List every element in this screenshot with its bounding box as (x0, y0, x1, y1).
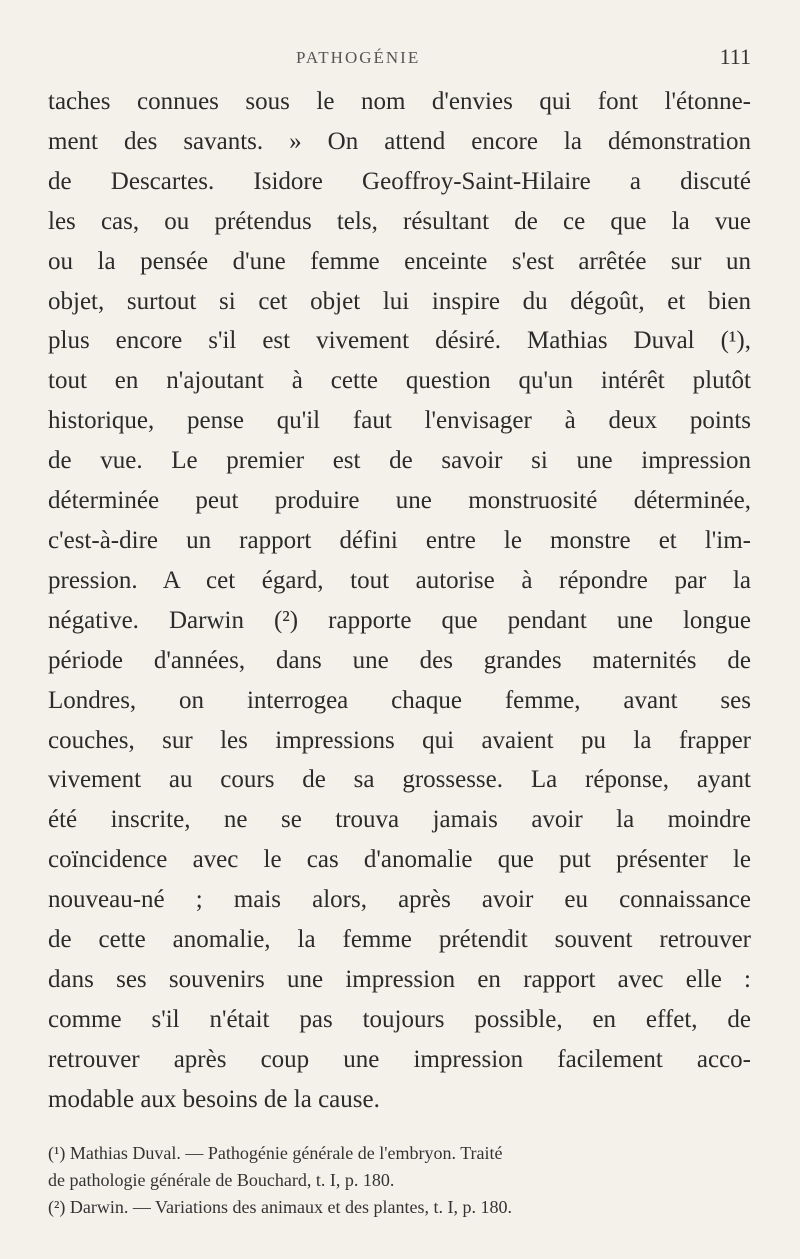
text-line: tout en n'ajoutant à cette question qu'un intérêt plutôt (48, 367, 751, 395)
text-line: coïncidence avec le cas d'anomalie que put présenter le (48, 846, 751, 874)
footnote-1: (¹) Mathias Duval. — Pathogénie générale de l'embryon. Traité (48, 1142, 503, 1163)
book-page (48, 44, 751, 1221)
text-line: déterminée peut produire une monstruosité déterminée, (48, 487, 751, 515)
text-line: modable aux besoins de la cause. (48, 1085, 380, 1113)
text-line: négative. Darwin (²) rapporte que pendant une longue (48, 606, 751, 634)
text-line: été inscrite, ne se trouva jamais avoir la moindre (48, 806, 751, 834)
text-line: comme s'il n'était pas toujours possible, en effet, de (48, 1005, 751, 1033)
text-line: nouveau-né ; mais alors, après avoir eu connaissance (48, 886, 751, 914)
text-line: période d'années, dans une des grandes maternités de (48, 646, 751, 674)
footnote-2: (²) Darwin. — Variations des animaux et des plantes, t. I, p. 180. (48, 1196, 512, 1217)
text-line: de Descartes. Isidore Geoffroy-Saint-Hilaire a discuté (48, 167, 751, 195)
body-paragraph (48, 82, 751, 1120)
footnote-1-continued: de pathologie générale de Bouchard, t. I, p. 180. (48, 1169, 395, 1190)
running-title: PATHOGÉNIE (296, 48, 421, 67)
text-line: de vue. Le premier est de savoir si une impression (48, 447, 751, 475)
text-line: plus encore s'il est vivement désiré. Mathias Duval (¹), (48, 327, 751, 355)
text-line: retrouver après coup une impression facilement acco- (48, 1045, 751, 1073)
text-line: pression. A cet égard, tout autorise à répondre par la (48, 566, 751, 594)
page-number: 111 (719, 44, 751, 69)
text-line: Londres, on interrogea chaque femme, avant ses (48, 686, 751, 714)
text-line: c'est-à-dire un rapport défini entre le monstre et l'im- (48, 526, 751, 554)
text-line: historique, pense qu'il faut l'envisager à deux points (48, 407, 751, 435)
text-line: vivement au cours de sa grossesse. La réponse, ayant (48, 766, 751, 794)
running-head (48, 44, 751, 78)
text-line: dans ses souvenirs une impression en rapport avec elle : (48, 965, 751, 993)
text-line: objet, surtout si cet objet lui inspire du dégoût, et bien (48, 287, 751, 315)
text-line: ou la pensée d'une femme enceinte s'est arrêtée sur un (48, 247, 751, 275)
text-line: de cette anomalie, la femme prétendit souvent retrouver (48, 926, 751, 954)
text-line: les cas, ou prétendus tels, résultant de ce que la vue (48, 207, 751, 235)
text-line: couches, sur les impressions qui avaient pu la frapper (48, 726, 751, 754)
text-line: taches connues sous le nom d'envies qui font l'étonne- (48, 88, 751, 115)
footnotes (48, 1140, 751, 1221)
text-line: ment des savants. » On attend encore la démonstration (48, 127, 751, 155)
